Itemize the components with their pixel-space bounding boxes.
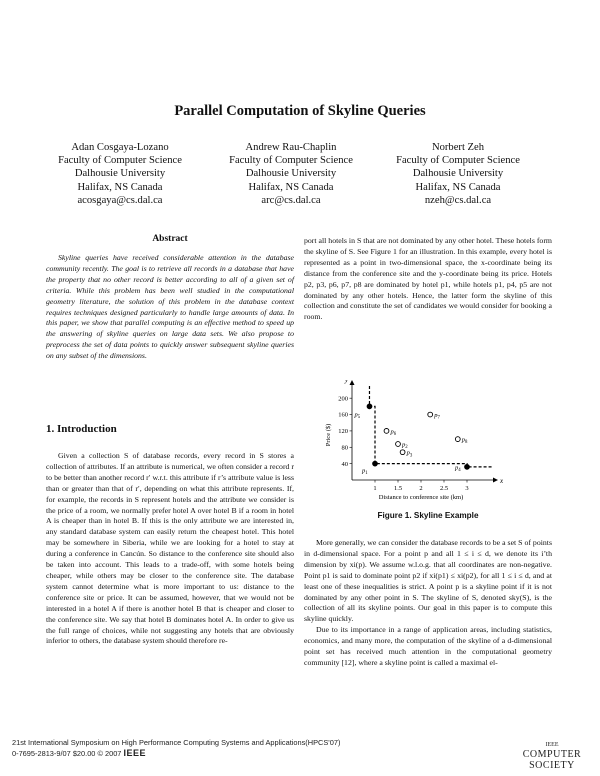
author-name: Norbert Zeh bbox=[431, 142, 485, 153]
data-point-p6 bbox=[384, 429, 389, 434]
skyline-figure bbox=[312, 380, 527, 513]
ieee-logo: IEEE bbox=[123, 748, 146, 758]
data-label-p6: $p_6$ bbox=[390, 428, 397, 438]
y-tick-label: 40 bbox=[341, 460, 348, 468]
author-1 bbox=[20, 141, 220, 207]
author-univ: Dalhousie University bbox=[412, 168, 504, 180]
abstract-body bbox=[46, 253, 294, 362]
author-dept: Faculty of Computer Science bbox=[229, 155, 353, 167]
paragraph-importance: Due to its importance in a range of application areas, including statistics, economics, and many more, the computation of the skyline of a d-dimensional point set has received much attention in the computational geometry community [12], where a skyline point is called a maximal el- bbox=[304, 625, 552, 667]
author-dept: Faculty of Computer Science bbox=[396, 155, 520, 167]
author-3 bbox=[358, 141, 558, 207]
x-tick-label: 1 bbox=[373, 485, 377, 492]
computer-society-logo bbox=[520, 742, 584, 771]
y-tick-label: 120 bbox=[338, 428, 348, 436]
figure-caption: Figure 1. Skyline Example bbox=[377, 511, 479, 520]
author-email[interactable]: nzeh@cs.dal.ca bbox=[424, 194, 492, 206]
data-point-p4 bbox=[465, 465, 470, 470]
paragraph-general: More generally, we can consider the database records to be a set S of points in d-dimensional space. For a point p and all 1 ≤ i ≤ d, we denote its i’th dimension by xi(p). We assume w.l.o.g. that all coordinates are non-negative. Point p1 is said to dominate point p2 if xi(p1) ≤ xi(p2), for all 1 ≤ i ≤ d, and at least one of these inequalities is strict. A point p is a skyline point if it is not dominated by any other point in S. The skyline of S, denoted sky(S), is the collection of all its skyline points. Our goal in this paper is to compute this skyline quickly. bbox=[304, 538, 552, 624]
author-dept: Faculty of Computer Science bbox=[58, 155, 182, 167]
author-city: Halifax, NS Canada bbox=[248, 181, 334, 193]
right-column-bottom bbox=[304, 538, 552, 669]
logo-top-text: IEEE bbox=[545, 742, 559, 748]
data-point-p1 bbox=[373, 461, 378, 466]
data-label-p4: $p_4$ bbox=[455, 464, 461, 474]
data-label-p3: $p_3$ bbox=[406, 449, 413, 459]
data-point-p8 bbox=[455, 437, 460, 442]
x-tick-label: 2 bbox=[419, 485, 423, 492]
x-axis-arrow bbox=[493, 478, 498, 483]
skyline-staircase bbox=[369, 386, 492, 467]
footer-copyright-line bbox=[12, 748, 340, 759]
data-point-p2 bbox=[396, 442, 401, 447]
author-email[interactable]: arc@cs.dal.ca bbox=[261, 194, 321, 206]
x-tick-label: 2.5 bbox=[439, 485, 449, 492]
y-axis-name: y bbox=[344, 380, 348, 384]
x-axis-name: x bbox=[500, 477, 504, 485]
logo-middle-text: COMPUTER bbox=[522, 749, 582, 760]
skyline-chart bbox=[312, 380, 527, 508]
y-axis-label: Price ($) bbox=[325, 423, 332, 447]
page-footer bbox=[12, 738, 340, 759]
x-axis-label: Distance to conference site (km) bbox=[378, 494, 464, 501]
data-point-p5 bbox=[367, 404, 372, 409]
paper-title: Parallel Computation of Skyline Queries bbox=[174, 103, 426, 119]
y-tick-label: 80 bbox=[341, 444, 348, 452]
logo-bottom-text: SOCIETY bbox=[529, 760, 575, 771]
introduction-text: Given a collection S of database records, every record in S stores a collection of attributes. If an attribute is numerical, we often consider a record r to be better than another record r′ w.r.t. this attribute if r’s attribute value is less than or greater than that of r′, depending on what this attribute represents. If, for example, the records in S represent hotels and the attribute we consider is the price of a room, we normally prefer hotel A over hotel B if a room in hotel A is cheaper than in hotel B. If this is the only attribute we are interested in, any standard database system can easily return the cheapest hotel. This hotel may be somewhere in Siberia, while we are looking for a hotel to stay at during a conference in Cancún. So distance to the conference site should also be taken into account. This leads to a trade-off, with some hotels being cheaper, while others may be closer to the conference site. The database system cannot determine what is more important to us: distance to the conference site or price. It can be assumed, however, that we would not be interested in a hotel A if there is another hotel B that is cheaper and closer to the conference site. We say that hotel B dominates hotel A. In order to give us the full range of choices, while not suggesting any hotels that are obviously inferior to others, the database system should therefore re- bbox=[46, 451, 294, 646]
data-point-p3 bbox=[400, 450, 405, 455]
author-name: Adan Cosgaya-Lozano bbox=[71, 142, 169, 153]
y-axis-arrow bbox=[350, 380, 355, 385]
author-name: Andrew Rau-Chaplin bbox=[245, 142, 337, 153]
data-label-p8: $p_8$ bbox=[461, 436, 468, 446]
author-univ: Dalhousie University bbox=[74, 168, 166, 180]
y-tick-label: 160 bbox=[338, 411, 348, 419]
y-tick-label: 200 bbox=[338, 395, 348, 403]
data-label-p5: $p_5$ bbox=[354, 411, 361, 420]
section-heading-introduction: 1. Introduction bbox=[46, 423, 117, 435]
footer-isbn: 0-7695-2813-9/07 $20.00 © 2007 bbox=[12, 749, 122, 758]
data-point-p7 bbox=[428, 412, 433, 417]
author-email[interactable]: acosgaya@cs.dal.ca bbox=[77, 194, 163, 206]
author-city: Halifax, NS Canada bbox=[77, 181, 163, 193]
author-univ: Dalhousie University bbox=[245, 168, 337, 180]
author-city: Halifax, NS Canada bbox=[415, 181, 501, 193]
paragraph-continuation: port all hotels in S that are not dominated by any other hotel. These hotels form the skyline of S. See Figure 1 for an illustration. In this example, every hotel is represented as a point in two-dimensional space, the x-coordinate being its distance from the conference site and the y-coordinate being its price. Hotels p2, p3, p6, p7, p8 are dominated by hotel p1, while hotels p1, p4, p5 are not dominated by any other hotels. Hence, the latter form the skyline of this collection and constitute the set of candidates we would consider for booking a room. bbox=[304, 236, 552, 322]
abstract-heading: Abstract bbox=[152, 234, 188, 244]
introduction-body bbox=[46, 451, 294, 647]
data-label-p7: $p_7$ bbox=[434, 412, 440, 421]
right-column-top bbox=[304, 236, 552, 323]
x-tick-label: 1.5 bbox=[393, 485, 403, 492]
x-tick-label: 3 bbox=[465, 485, 469, 492]
footer-conference: 21st International Symposium on High Performance Computing Systems and Applications(HPCS'07) bbox=[12, 738, 341, 747]
data-label-p2: $p_2$ bbox=[402, 441, 408, 451]
data-label-p1: $p_1$ bbox=[362, 467, 368, 477]
abstract-text: Skyline queries have received considerable attention in the database community recently. The goal is to retrieve all records in a database that have the property that no other record is better according to all of a given set of criteria. While this problem has been well studied in the computational geometry literature, the solution of this problem in the database context requires techniques designed particularly to handle large amounts of data. In this paper, we show that parallel computing is an effective method to speed up the answering of skyline queries on large data sets. We also propose to preprocess the set of data points to quickly answer subsequent skyline queries on any subset of the dimensions. bbox=[46, 253, 294, 361]
